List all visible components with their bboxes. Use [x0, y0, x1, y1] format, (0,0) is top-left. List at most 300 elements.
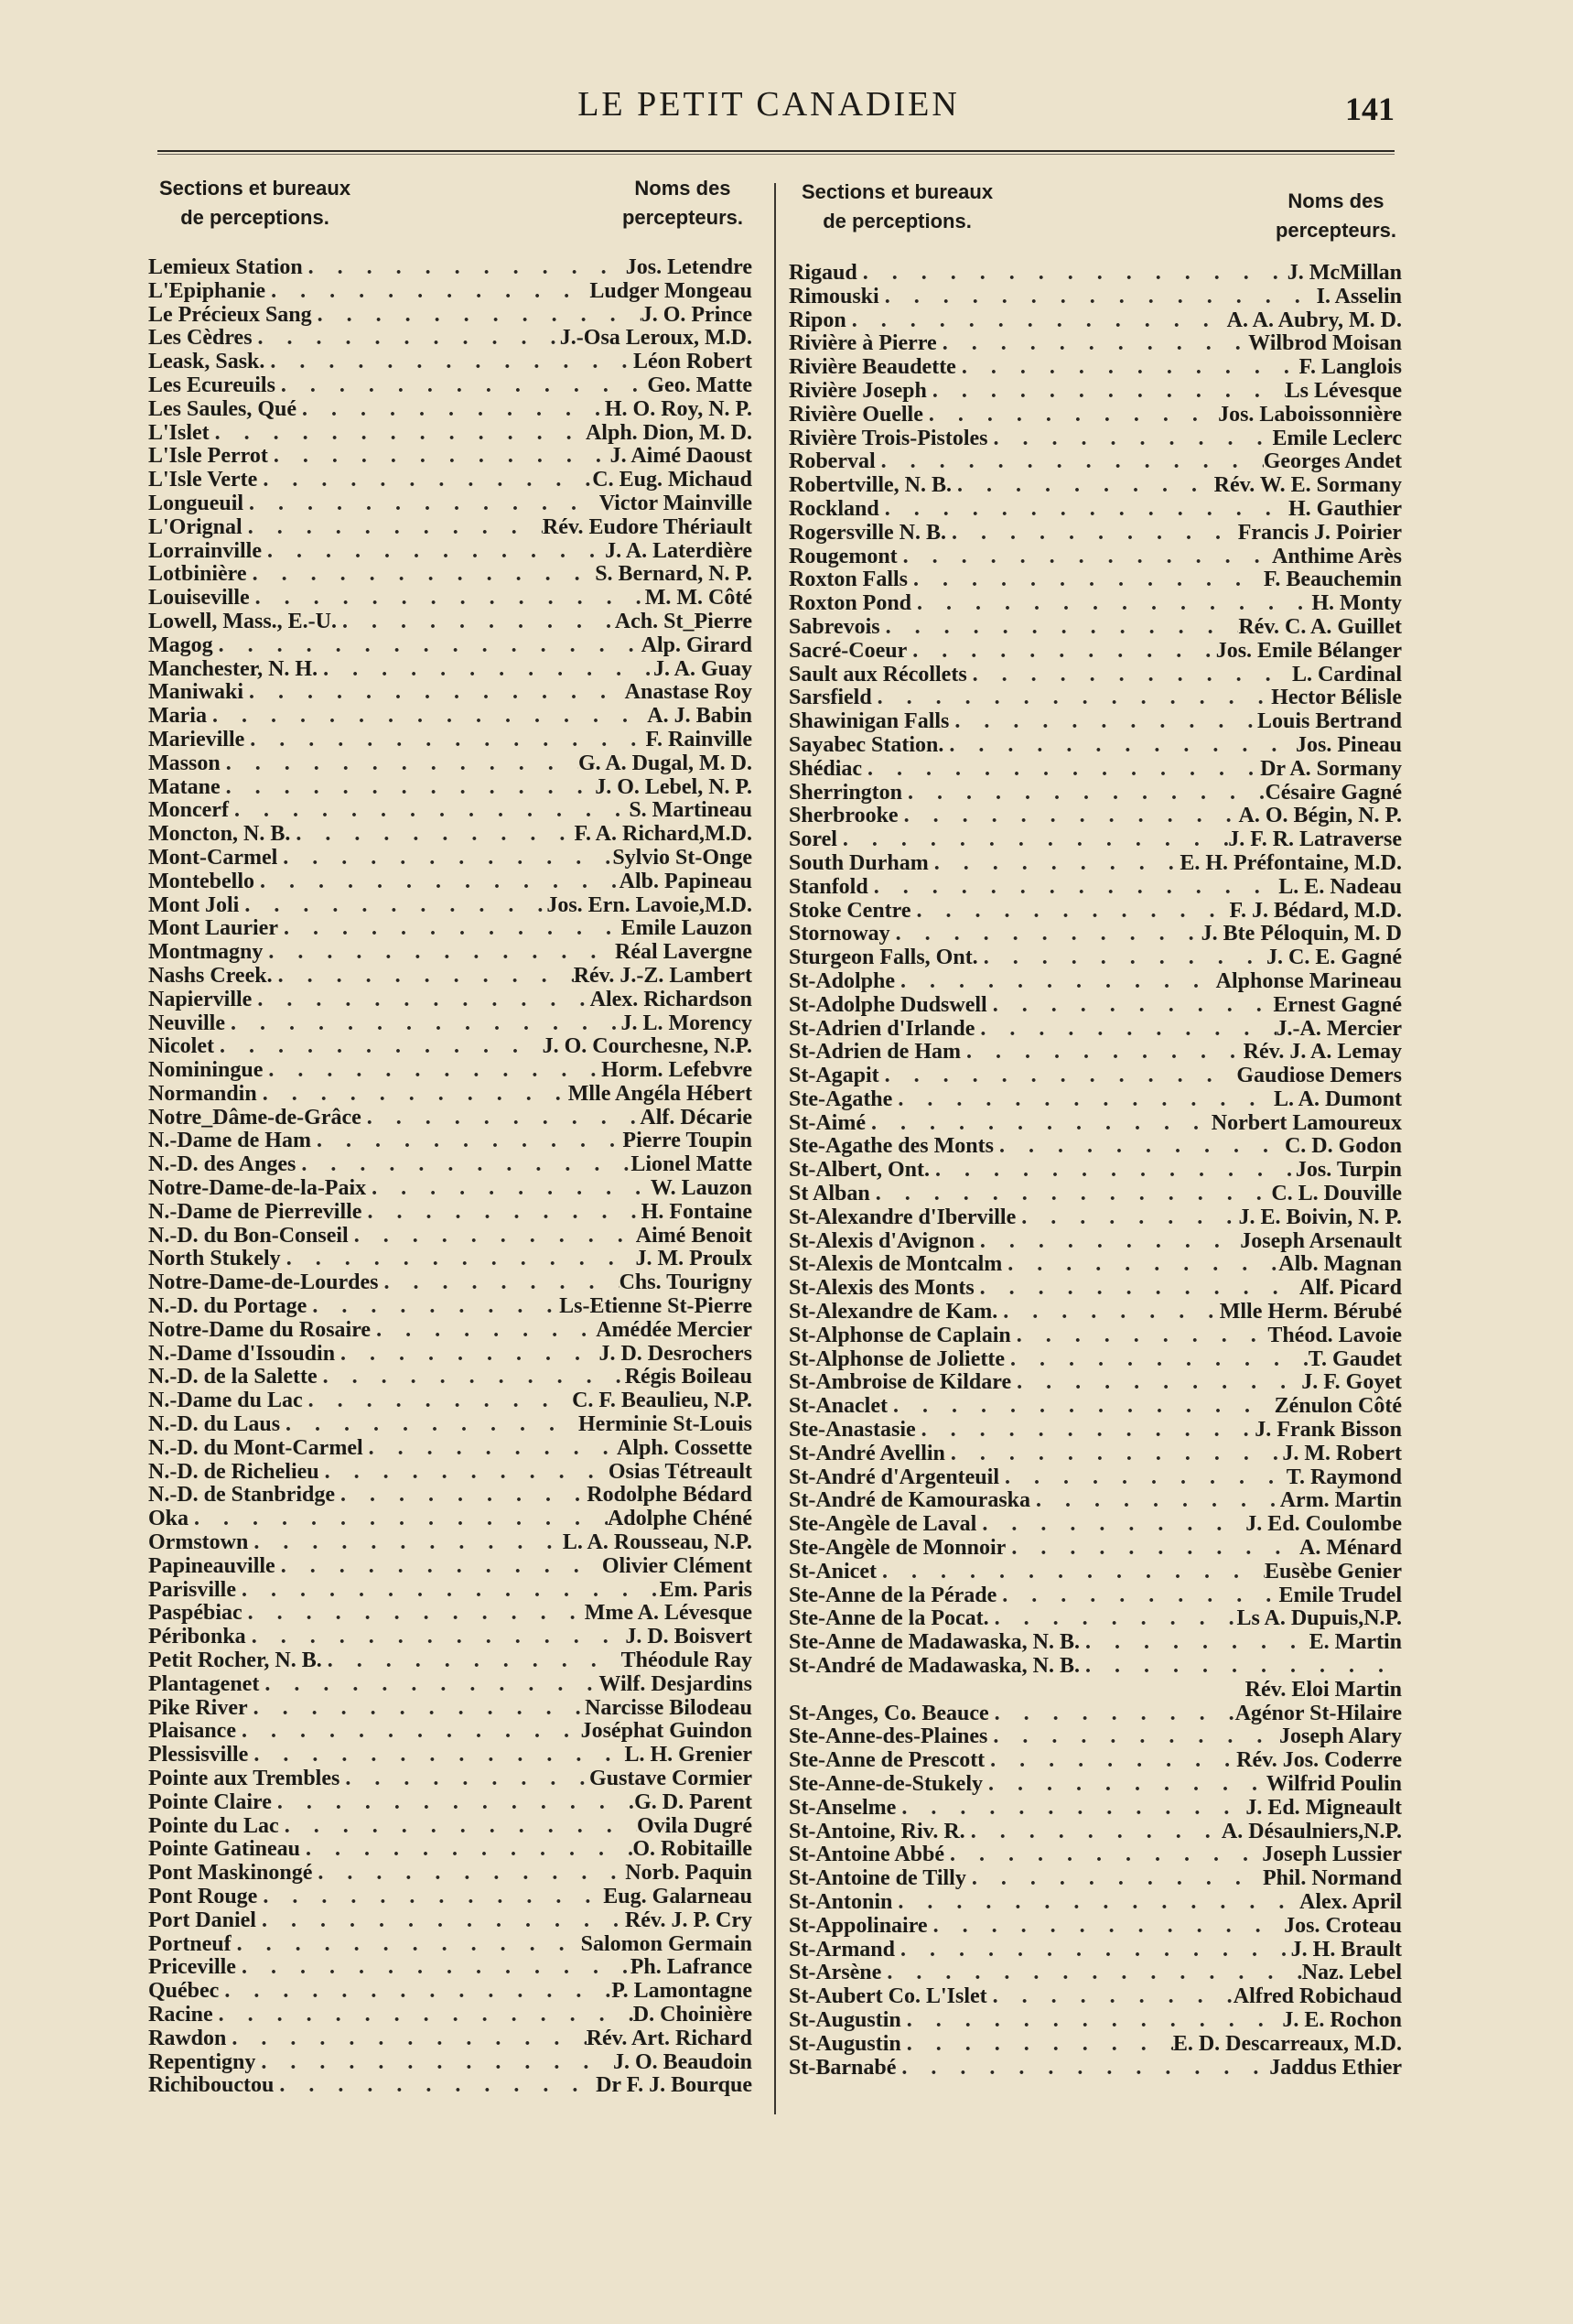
collector-name: Ph. Lafrance	[630, 1956, 752, 1980]
place-name: Ste-Anastasie	[789, 1419, 916, 1443]
list-item	[148, 1271, 752, 1295]
place-name: N.-D. des Anges	[148, 1153, 296, 1177]
list-item	[789, 1018, 1402, 1042]
list-item	[789, 1395, 1402, 1419]
leader-dots	[239, 894, 546, 918]
leader-dots	[866, 1112, 1212, 1136]
leader-dots	[221, 752, 578, 776]
collector-name: J. O. Courchesne, N.P.	[542, 1035, 752, 1059]
leader-dots	[248, 1531, 563, 1555]
place-name: St-Antoine Abbé	[789, 1843, 945, 1867]
collector-name: Norb. Paquin	[625, 1862, 752, 1886]
place-name: Nicolet	[148, 1035, 214, 1059]
leader-dots	[975, 1018, 1276, 1042]
collector-name: L. H. Grenier	[624, 1744, 752, 1767]
list-item	[789, 1324, 1402, 1348]
leader-dots	[927, 380, 1286, 404]
leader-dots	[361, 1107, 641, 1130]
leader-dots	[213, 634, 641, 658]
left-column	[148, 174, 752, 2098]
leader-dots	[265, 280, 589, 304]
place-name: Mont Joli	[148, 893, 240, 917]
list-item	[789, 923, 1402, 946]
collector-name: Agénor St-Hilaire	[1234, 1702, 1402, 1725]
collector-name: Rév. W. E. Sormany	[1213, 474, 1402, 498]
list-item	[148, 304, 752, 328]
place-name: St-Alexis d'Avignon	[789, 1229, 975, 1253]
leader-dots	[997, 1301, 1220, 1324]
collector-name: Jos. Pineau	[1295, 733, 1402, 757]
collector-name: H. O. Roy, N. P.	[604, 397, 752, 421]
list-item	[789, 640, 1402, 664]
leader-dots	[335, 1343, 598, 1367]
place-name: L'Islet	[148, 421, 210, 445]
list-item	[789, 616, 1402, 640]
leader-dots	[248, 1697, 585, 1721]
page-number: 141	[1345, 91, 1395, 127]
place-name: N.-D. de Stanbridge	[148, 1484, 336, 1508]
right-entry-list	[789, 262, 1402, 2080]
list-item	[148, 1626, 752, 1649]
place-name: Sayabec Station.	[789, 733, 944, 757]
place-name: St-Alphonse de Caplain	[789, 1324, 1011, 1347]
list-item	[789, 498, 1402, 522]
collector-name: Ludger Mongeau	[589, 279, 752, 303]
place-name: Plaisance	[148, 1720, 236, 1744]
list-item	[148, 776, 752, 800]
place-name: Shawinigan Falls	[789, 710, 950, 734]
list-item	[148, 1886, 752, 1909]
list-item	[789, 1206, 1402, 1230]
place-name: Pike River	[148, 1696, 248, 1720]
leader-dots	[901, 2009, 1283, 2033]
place-name: Louiseville	[148, 587, 250, 611]
leader-dots	[275, 374, 647, 398]
list-item	[789, 1419, 1402, 1443]
leader-dots	[952, 474, 1214, 498]
leader-dots	[898, 546, 1272, 569]
leader-dots	[1002, 1253, 1278, 1277]
place-name: Neuville	[148, 1011, 225, 1035]
place-name: St-Anaclet	[789, 1395, 888, 1419]
left-heading-sections: Sections et bureaux de perceptions.	[159, 177, 351, 229]
collector-name: Arm. Martin	[1279, 1489, 1402, 1513]
collector-name: Ernest Gagné	[1273, 993, 1402, 1017]
place-name: N.-Dame d'Issoudin	[148, 1342, 336, 1366]
place-name: Nominingue	[148, 1059, 264, 1083]
list-item	[789, 1749, 1402, 1773]
collector-name: Rév. Eloi Martin	[1244, 1678, 1402, 1702]
list-item	[789, 1183, 1402, 1206]
collector-name: Norbert Lamoureux	[1211, 1111, 1402, 1135]
collector-name: D. Choinière	[632, 2003, 752, 2027]
collector-name: Rév. J. P. Cry	[624, 1908, 752, 1932]
list-item	[789, 356, 1402, 380]
list-item	[789, 852, 1402, 876]
list-item	[148, 1862, 752, 1886]
place-name: Stoke Centre	[789, 899, 911, 923]
leader-dots	[337, 611, 615, 634]
leader-dots	[263, 1059, 601, 1083]
leader-dots	[264, 351, 633, 374]
collector-name: C. Eug. Michaud	[592, 469, 752, 492]
list-item	[148, 1744, 752, 1767]
collector-name: J. M. Robert	[1282, 1442, 1402, 1465]
list-item	[789, 686, 1402, 710]
leader-dots	[246, 1626, 626, 1649]
leader-dots	[862, 758, 1260, 782]
place-name: Québec	[148, 1980, 220, 2004]
list-item	[789, 332, 1402, 356]
collector-name: Lionel Matte	[630, 1153, 752, 1177]
leader-dots	[296, 1153, 630, 1177]
list-item	[789, 1348, 1402, 1372]
list-item	[789, 1159, 1402, 1183]
collector-name: Ls A. Dupuis,N.P.	[1236, 1607, 1402, 1631]
leader-dots	[236, 1956, 630, 1980]
place-name: St-André d'Argenteuil	[789, 1465, 999, 1489]
collector-name: A. O. Bégin, N. P.	[1238, 805, 1402, 828]
list-item	[148, 1413, 752, 1437]
leader-dots	[881, 1962, 1301, 1985]
leader-dots	[868, 876, 1279, 900]
place-name: Repentigny	[148, 2050, 256, 2074]
collector-name: Rév. Jos. Coderre	[1236, 1749, 1402, 1773]
place-name: Pointe du Lac	[148, 1814, 279, 1838]
collector-name: Eug. Galarneau	[603, 1885, 752, 1908]
place-name: Matane	[148, 775, 221, 799]
collector-name: Léon Robert	[633, 351, 752, 374]
leader-dots	[923, 404, 1218, 427]
collector-name: J. O. Lebel, N. P.	[595, 775, 752, 799]
place-name: St-Appolinaire	[789, 1914, 928, 1938]
leader-dots	[1011, 1324, 1268, 1348]
collector-name: Wilbrod Moisan	[1248, 332, 1402, 356]
place-name: Portneuf	[148, 1932, 232, 1956]
collector-name: Eusèbe Genier	[1265, 1560, 1402, 1584]
collector-name: Jos. Croteau	[1284, 1914, 1402, 1938]
place-name: Ste-Angèle de Monnoir	[789, 1537, 1007, 1561]
place-name: Rigaud	[789, 262, 857, 285]
list-item	[789, 262, 1402, 286]
list-item	[789, 2009, 1402, 2033]
collector-name: S. Bernard, N. P.	[595, 563, 752, 587]
leader-dots	[236, 1720, 581, 1744]
leader-dots	[262, 540, 605, 564]
list-item	[789, 568, 1402, 592]
place-name: Racine	[148, 2003, 213, 2027]
list-item	[148, 1201, 752, 1225]
leader-dots	[219, 1980, 611, 2004]
collector-name: A. A. Aubry, M. D.	[1226, 308, 1402, 332]
list-item	[789, 546, 1402, 569]
leader-dots	[967, 664, 1292, 687]
place-name: Notre-Dame-de-Lourdes	[148, 1271, 379, 1295]
leader-dots	[965, 1821, 1222, 1844]
place-name: Roxton Pond	[789, 592, 912, 616]
collector-name: Alex. Richardson	[589, 988, 752, 1011]
collector-name: Rodolphe Bédard	[587, 1484, 752, 1508]
leader-dots	[253, 327, 560, 351]
collector-name: Alp. Girard	[641, 633, 752, 657]
place-name: Ste-Agathe des Monts	[789, 1135, 994, 1159]
list-item	[789, 1489, 1402, 1513]
place-name: St-Aimé	[789, 1111, 866, 1135]
place-name: Lotbinière	[148, 563, 247, 587]
collector-name: G. A. Dugal, M. D.	[577, 751, 752, 775]
collector-name: Salomon Germain	[580, 1932, 752, 1956]
place-name: Moncerf	[148, 799, 229, 823]
collector-name: F. Rainville	[645, 728, 752, 751]
place-name: Rimouski	[789, 285, 879, 308]
place-name: Ste-Anne-de-Stukely	[789, 1773, 984, 1796]
place-name: Rivière Joseph	[789, 379, 927, 403]
leader-dots	[318, 1366, 625, 1389]
list-item	[789, 1891, 1402, 1915]
leader-dots	[307, 1295, 559, 1319]
collector-name: Narcisse Bilodeau	[585, 1696, 752, 1720]
list-item	[148, 1225, 752, 1248]
collector-name: L. E. Nadeau	[1278, 875, 1402, 899]
collector-name: Théodule Ray	[620, 1649, 752, 1673]
leader-dots	[1080, 1631, 1309, 1655]
leader-dots	[870, 1183, 1272, 1206]
place-name: N.-D. du Laus	[148, 1413, 281, 1437]
leader-dots	[247, 563, 596, 587]
leader-dots	[987, 994, 1274, 1018]
collector-name: Alex. April	[1299, 1890, 1402, 1914]
collector-name: J. L. Morency	[620, 1011, 752, 1035]
collector-name: Amédée Mercier	[596, 1318, 752, 1342]
collector-name: S. Martineau	[629, 799, 752, 823]
collector-name: G. D. Parent	[634, 1790, 752, 1814]
collector-name: J. F. R. Latraverse	[1228, 828, 1402, 852]
leader-dots	[279, 1815, 637, 1839]
collector-name: E. Martin	[1309, 1631, 1402, 1655]
list-item	[789, 1371, 1402, 1395]
place-name: St-Adrien de Ham	[789, 1041, 961, 1065]
leader-dots	[975, 1277, 1299, 1301]
list-item	[148, 516, 752, 540]
place-name: Longueuil	[148, 492, 244, 515]
place-name: Montebello	[148, 870, 254, 893]
list-item	[789, 1537, 1402, 1561]
place-name: Roxton Falls	[789, 568, 909, 592]
collector-name: J. H. Brault	[1290, 1938, 1402, 1962]
place-name: Lemieux Station	[148, 256, 303, 279]
list-item	[789, 522, 1402, 546]
collector-name: T. Gaudet	[1308, 1347, 1402, 1371]
place-name: Rawdon	[148, 2027, 227, 2050]
list-item	[148, 351, 752, 374]
list-item	[148, 1107, 752, 1130]
list-item	[148, 1933, 752, 1957]
collector-name: Alb. Papineau	[619, 870, 752, 893]
collector-name: L. A. Dumont	[1273, 1087, 1402, 1111]
right-column	[789, 174, 1402, 2080]
list-item	[148, 469, 752, 492]
place-name: Les Ecureuils	[148, 373, 275, 397]
place-name: St-Barnabé	[789, 2056, 897, 2080]
collector-name: Jaddus Ethier	[1269, 2056, 1402, 2080]
list-item	[789, 1443, 1402, 1466]
collector-name: Adolphe Chéné	[607, 1508, 752, 1531]
place-name: St-Albert, Ont.	[789, 1159, 930, 1183]
collector-name: Emile Lauzon	[620, 917, 752, 941]
list-item	[789, 1513, 1402, 1537]
leader-dots	[259, 1673, 598, 1697]
list-item	[789, 1821, 1402, 1844]
leader-dots	[318, 658, 653, 682]
list-item	[148, 1602, 752, 1626]
leader-dots	[877, 1561, 1265, 1584]
place-name: Ste-Anne de Madawaska, N. B.	[789, 1631, 1081, 1655]
leader-dots	[303, 1389, 572, 1413]
leader-dots	[901, 2033, 1173, 2057]
leader-dots	[242, 516, 543, 540]
leader-dots	[207, 705, 647, 729]
right-heading-sections: Sections et bureaux de perceptions.	[802, 180, 994, 232]
place-name: St-Armand	[789, 1938, 896, 1962]
list-item	[148, 1295, 752, 1319]
collector-name: Rév. J.-Z. Lambert	[573, 964, 752, 988]
place-name: N.-D. du Portage	[148, 1295, 307, 1319]
collector-name: J. Frank Bisson	[1255, 1419, 1402, 1443]
place-name: Notre-Dame du Rosaire	[148, 1318, 372, 1342]
leader-dots	[987, 1725, 1279, 1749]
collector-name: J. E. Boivin, N. P.	[1238, 1205, 1402, 1229]
place-name: Rockland	[789, 497, 879, 521]
collector-name: Victor Mainville	[598, 492, 752, 515]
list-item	[148, 1461, 752, 1485]
place-name: N.-D. de la Salette	[148, 1366, 318, 1389]
list-item	[148, 1248, 752, 1271]
list-item	[789, 1631, 1402, 1655]
leader-dots	[999, 1466, 1287, 1490]
collector-name: Joséphat Guindon	[580, 1720, 752, 1744]
leader-dots	[210, 422, 586, 446]
collector-name: Joseph Alary	[1278, 1725, 1402, 1749]
collector-name: Horm. Lefebvre	[601, 1059, 752, 1083]
collector-name: J. A. Guay	[652, 657, 752, 681]
place-name: St-Alexandre d'Iberville	[789, 1205, 1017, 1229]
place-name: St-Aubert Co. L'Islet	[789, 1985, 987, 2009]
collector-name: Alf. Décarie	[640, 1106, 752, 1130]
leader-dots	[876, 450, 1264, 474]
collector-name: Pierre Toupin	[622, 1130, 752, 1153]
list-item	[148, 1673, 752, 1697]
leader-dots	[339, 1767, 589, 1791]
right-heading-names: Noms des percepteurs.	[1275, 189, 1396, 242]
list-item	[148, 540, 752, 564]
place-name: Magog	[148, 633, 213, 657]
leader-dots	[911, 592, 1311, 616]
list-item	[789, 2033, 1402, 2057]
place-name: Pointe aux Trembles	[148, 1767, 340, 1790]
place-name: St-Anicet	[789, 1560, 877, 1584]
leader-dots	[303, 256, 626, 280]
place-name: Sorel	[789, 828, 837, 852]
collector-name: Alph. Cossette	[617, 1436, 752, 1460]
list-item	[789, 1561, 1402, 1584]
list-item	[789, 782, 1402, 805]
list-item	[148, 1177, 752, 1201]
list-item	[148, 1838, 752, 1862]
list-item	[148, 1484, 752, 1508]
leader-dots	[928, 1915, 1285, 1939]
leader-dots	[300, 1838, 632, 1862]
list-item	[148, 1012, 752, 1036]
list-item	[789, 1867, 1402, 1891]
collector-name: E. D. Descarreaux, M.D.	[1172, 2032, 1402, 2056]
collector-name: Louis Bertrand	[1256, 710, 1402, 734]
leader-dots	[296, 398, 605, 422]
list-item	[789, 1962, 1402, 1985]
collector-name: Joseph Lussier	[1262, 1843, 1402, 1867]
leader-dots	[221, 776, 596, 800]
place-name: Moncton, N. B.	[148, 823, 291, 847]
leader-dots	[236, 1579, 660, 1603]
place-name: N.-D. du Mont-Carmel	[148, 1436, 363, 1460]
collector-name: J.-A. Mercier	[1276, 1017, 1402, 1041]
list-item	[148, 1130, 752, 1153]
list-item	[789, 1088, 1402, 1112]
list-item	[789, 286, 1402, 309]
leader-dots	[978, 946, 1266, 970]
collector-name: Gustave Cormier	[589, 1767, 752, 1790]
leader-dots	[994, 1135, 1285, 1159]
leader-dots	[335, 1484, 587, 1508]
leader-dots	[987, 1985, 1234, 2009]
collector-name: J. F. Goyet	[1301, 1371, 1402, 1395]
collector-name: J. O. Beaudoin	[612, 2050, 752, 2074]
place-name: Rivière Beaudette	[789, 356, 956, 380]
place-name: Papineauville	[148, 1554, 275, 1578]
collector-name: Jos. Turpin	[1295, 1159, 1402, 1183]
leader-dots	[879, 498, 1288, 522]
collector-name: Alph. Dion, M. D.	[585, 421, 752, 445]
place-name: St-Augustin	[789, 2032, 901, 2056]
place-name: Roberval	[789, 450, 876, 474]
place-name: Maniwaki	[148, 681, 244, 705]
list-item	[148, 492, 752, 516]
place-name: St-Arsène	[789, 1962, 882, 1985]
place-name: St Alban	[789, 1183, 870, 1206]
place-name: Les Saules, Qué	[148, 397, 297, 421]
list-item	[789, 828, 1402, 852]
column-divider	[774, 183, 776, 2114]
list-item	[789, 876, 1402, 900]
leader-dots	[1006, 1537, 1299, 1561]
leader-dots	[930, 1159, 1296, 1183]
list-item	[148, 1437, 752, 1461]
leader-dots	[902, 782, 1265, 805]
collector-name: Régis Boileau	[624, 1366, 752, 1389]
place-name: Ste-Anne-des-Plaines	[789, 1725, 988, 1749]
leader-dots	[349, 1225, 636, 1248]
collector-name: Rév. Art. Richard	[586, 2027, 752, 2050]
list-item	[789, 1065, 1402, 1088]
list-item	[148, 1083, 752, 1107]
leader-dots	[895, 970, 1216, 994]
list-item	[789, 1655, 1402, 1679]
collector-name: J. Aimé Daoust	[609, 445, 752, 469]
place-name: Rougemont	[789, 545, 898, 568]
place-name: Shédiac	[789, 757, 863, 781]
leader-dots	[225, 1012, 620, 1036]
leader-dots	[232, 1933, 581, 1957]
leader-dots	[988, 427, 1273, 451]
